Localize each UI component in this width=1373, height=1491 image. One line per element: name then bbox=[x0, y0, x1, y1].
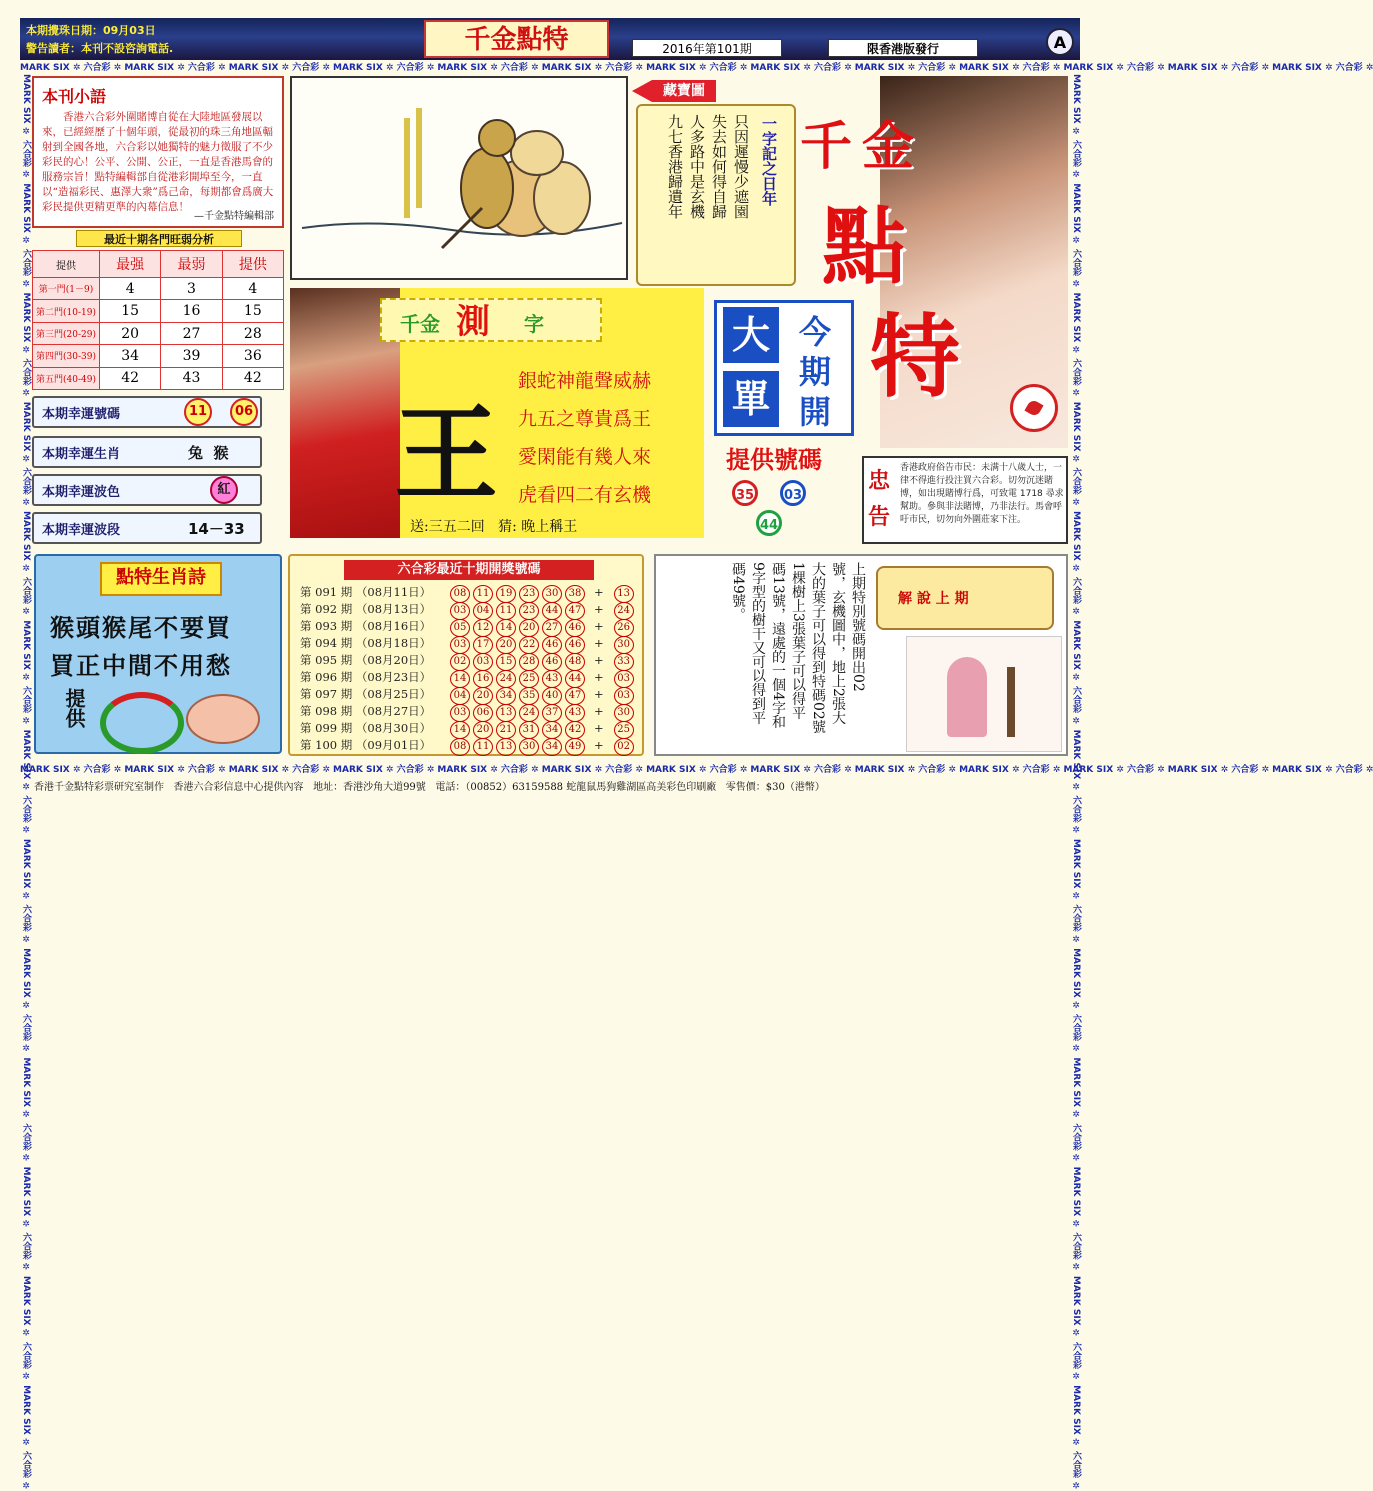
stats-row-label: 第三門(20-29) bbox=[33, 322, 100, 344]
draw-special-ball: 25 bbox=[614, 721, 634, 739]
draw-period: 第 095 期 （08月20日） bbox=[300, 653, 432, 667]
draw-period: 第 099 期 （08月30日） bbox=[300, 721, 432, 735]
treasure-scroll bbox=[636, 104, 796, 286]
stats-row-label: 第一門(1－9) bbox=[33, 278, 100, 300]
brand-char-3: 點 bbox=[822, 197, 907, 296]
warning-text: 香港政府俗告市民：未满十八歲人士，一律不得進行投注買六合彩。切勿沉迷賭博，如出現賭博行爲，可致電 1718 尋求幫助。參與非法賭博，乃非法行。馬會呼吁市民，切勿向外圍莊家下注。 bbox=[900, 463, 1064, 525]
draw-number-ball: 17 bbox=[473, 636, 493, 654]
scroll-col: 九七香港歸遺年 bbox=[666, 114, 684, 219]
draw-number-ball: 37 bbox=[542, 704, 562, 722]
explain-col: 上期特別號碼開出02 bbox=[850, 562, 866, 692]
draw-period: 第 092 期 （08月13日） bbox=[300, 602, 432, 616]
big-bill-block bbox=[714, 300, 854, 436]
draw-number-ball: 20 bbox=[473, 721, 493, 739]
provide-numbers-label: 提供號碼 bbox=[726, 445, 822, 474]
draw-plus-sign: + bbox=[594, 721, 604, 735]
lucky-range-value: 14－33 bbox=[188, 520, 245, 538]
draw-number-ball: 11 bbox=[496, 602, 516, 620]
draw-number-ball: 44 bbox=[565, 670, 585, 688]
draw-number-ball: 02 bbox=[450, 653, 470, 671]
big-bill-left-bottom: 單 bbox=[723, 371, 779, 427]
guess-title-mid: 測 bbox=[456, 302, 490, 342]
draw-number-ball: 34 bbox=[542, 738, 562, 756]
stats-cell: 27 bbox=[161, 322, 222, 344]
draw-number-ball: 24 bbox=[496, 670, 516, 688]
draw-number-ball: 11 bbox=[473, 738, 493, 756]
draw-plus-sign: + bbox=[594, 704, 604, 718]
draw-number-ball: 42 bbox=[565, 721, 585, 739]
draw-number-ball: 20 bbox=[473, 687, 493, 705]
editorial-signature: —千金點特編輯部 bbox=[194, 211, 274, 222]
draw-plus-sign: + bbox=[594, 687, 604, 701]
left-mark-six-strip: MARK SIX ✲ 六合彩 ✲ MARK SIX ✲ 六合彩 ✲ MARK SIX ✲ 六合彩 ✲ MARK SIX ✲ 六合彩 ✲ MARK SIX ✲ 六合彩 ✲ MARK SIX ✲ 六合彩 ✲ MARK SIX ✲ 六合彩 ✲ MARK SIX ✲ 六合彩 ✲ MARK SIX ✲ 六合彩 ✲ MARK SIX ✲ 六合彩 ✲ MARK SIX ✲ 六合彩 ✲ MARK SIX ✲ 六合彩 ✲ MARK SIX ✲ 六合彩 ✲ bbox=[21, 74, 31, 1491]
stats-cell: 28 bbox=[222, 322, 283, 344]
draw-plus-sign: + bbox=[594, 619, 604, 633]
treasure-arrow-icon bbox=[632, 80, 652, 102]
draw-number-ball: 06 bbox=[473, 704, 493, 722]
stats-table bbox=[32, 250, 284, 390]
draw-row bbox=[300, 737, 637, 756]
big-bill-right-3: 開 bbox=[799, 393, 832, 431]
pig-icon bbox=[186, 694, 260, 744]
draw-number-ball: 30 bbox=[519, 738, 539, 756]
draw-number-ball: 04 bbox=[473, 602, 493, 620]
draw-number-ball: 47 bbox=[565, 687, 585, 705]
draw-plus-sign: + bbox=[594, 670, 604, 684]
draw-number-ball: 20 bbox=[519, 619, 539, 637]
draw-number-ball: 49 bbox=[565, 738, 585, 756]
poem-title: 點特生肖詩 bbox=[100, 562, 222, 596]
stats-cell: 34 bbox=[100, 345, 161, 367]
lucky-color-ball: 紅 bbox=[210, 476, 238, 504]
zodiac-poem-box bbox=[34, 554, 282, 754]
big-bill-right-2: 期 bbox=[799, 353, 832, 391]
hk-edition-label: 限香港版發行 bbox=[828, 39, 978, 57]
lucky-numbers-label: 本期幸運號碼 bbox=[42, 407, 121, 422]
stats-cell: 42 bbox=[100, 367, 161, 389]
draw-number-ball: 14 bbox=[450, 721, 470, 739]
draw-plus-sign: + bbox=[594, 738, 604, 752]
draw-number-ball: 23 bbox=[519, 585, 539, 603]
lucky-zodiac-value: 兔 猴 bbox=[188, 444, 229, 462]
stats-row-label: 第二門(10-19) bbox=[33, 300, 100, 322]
draw-number-ball: 14 bbox=[496, 619, 516, 637]
guess-poem-line: 愛閑能有幾人來 bbox=[518, 446, 652, 468]
draw-number-ball: 22 bbox=[519, 636, 539, 654]
editorial-box bbox=[32, 76, 284, 228]
stats-row-label: 第四門(30-39) bbox=[33, 345, 100, 367]
draw-special-ball: 24 bbox=[614, 602, 634, 620]
lucky-color-label: 本期幸運波色 bbox=[42, 485, 121, 500]
guess-poem-line: 銀蛇神龍聲威赫 bbox=[518, 370, 652, 392]
draw-number-ball: 43 bbox=[542, 670, 562, 688]
warning-notice: 警告讀者：本刊不設咨詢電話. bbox=[26, 42, 174, 55]
stats-cell: 20 bbox=[100, 322, 161, 344]
draw-number-ball: 13 bbox=[496, 738, 516, 756]
draw-special-ball: 33 bbox=[614, 653, 634, 671]
bottom-mark-six-strip: MARK SIX ✲ 六合彩 ✲ MARK SIX ✲ 六合彩 ✲ MARK SIX ✲ 六合彩 ✲ MARK SIX ✲ 六合彩 ✲ MARK SIX ✲ 六合彩 ✲ MARK SIX ✲ 六合彩 ✲ MARK SIX ✲ 六合彩 ✲ MARK SIX ✲ 六合彩 ✲ MARK SIX ✲ 六合彩 ✲ MARK SIX ✲ 六合彩 ✲ MARK SIX ✲ 六合彩 ✲ MARK SIX ✲ 六合彩 ✲ MARK SIX ✲ 六合彩 ✲ bbox=[20, 765, 1373, 775]
brand-char-2: 金 bbox=[862, 116, 915, 177]
draw-number-ball: 16 bbox=[473, 670, 493, 688]
stats-cell: 39 bbox=[161, 345, 222, 367]
draw-date-notice: 本期攪珠日期：09月03日 bbox=[26, 24, 156, 37]
draw-number-ball: 46 bbox=[565, 619, 585, 637]
explain-scroll-image bbox=[876, 566, 1054, 630]
explain-col: 碼13號，遠處的一個4字和 bbox=[770, 562, 786, 729]
draw-plus-sign: + bbox=[594, 653, 604, 667]
lucky-number-ball: 11 bbox=[184, 398, 212, 426]
guess-poem-line: 九五之尊貴爲王 bbox=[518, 408, 652, 430]
lucky-zodiac-row bbox=[32, 436, 262, 468]
warning-label-1: 忠 bbox=[868, 468, 891, 494]
lucky-numbers-row bbox=[32, 396, 262, 428]
provide-ball-blue: 03 bbox=[780, 480, 806, 506]
warning-label-2: 告 bbox=[868, 504, 891, 530]
stats-cell: 16 bbox=[161, 300, 222, 322]
draw-results-title: 六合彩最近十期開獎號碼 bbox=[344, 560, 594, 580]
draw-number-ball: 05 bbox=[450, 619, 470, 637]
draw-number-ball: 03 bbox=[450, 602, 470, 620]
provide-ball-red: 35 bbox=[732, 480, 758, 506]
stats-col-strong: 最强 bbox=[100, 251, 161, 278]
big-bill-left-top: 大 bbox=[723, 307, 779, 363]
draw-period: 第 093 期 （08月16日） bbox=[300, 619, 432, 633]
top-mark-six-strip: MARK SIX ✲ 六合彩 ✲ MARK SIX ✲ 六合彩 ✲ MARK SIX ✲ 六合彩 ✲ MARK SIX ✲ 六合彩 ✲ MARK SIX ✲ 六合彩 ✲ MARK SIX ✲ 六合彩 ✲ MARK SIX ✲ 六合彩 ✲ MARK SIX ✲ 六合彩 ✲ MARK SIX ✲ 六合彩 ✲ MARK SIX ✲ 六合彩 ✲ MARK SIX ✲ 六合彩 ✲ MARK SIX ✲ 六合彩 ✲ MARK SIX ✲ 六合彩 ✲ bbox=[20, 63, 1373, 73]
draw-number-ball: 38 bbox=[565, 585, 585, 603]
draw-number-ball: 35 bbox=[519, 687, 539, 705]
explain-col: 大的葉子可以得到特碼02號 bbox=[810, 562, 826, 734]
brand-char-1: 千 bbox=[800, 116, 853, 177]
draw-number-ball: 46 bbox=[542, 653, 562, 671]
draw-special-ball: 30 bbox=[614, 704, 634, 722]
stats-cell: 3 bbox=[161, 278, 222, 300]
stats-title: 最近十期各門旺弱分析 bbox=[76, 230, 242, 247]
draw-number-ball: 21 bbox=[496, 721, 516, 739]
masthead-title: 千金點特 bbox=[424, 20, 609, 58]
footer-credits: 香港千金點特彩票研究室制作 香港六合彩信息中心提供內容 地址：香港沙角大道99號 電話：（00852）63159588 蛇龍鼠馬狗雞湖區高美彩色印刷廠 零售價：$30（港幣） bbox=[34, 782, 825, 793]
draw-number-ball: 25 bbox=[519, 670, 539, 688]
stats-col-weak: 最弱 bbox=[161, 251, 222, 278]
guess-poem-line: 虎看四二有玄機 bbox=[518, 484, 652, 506]
lucky-zodiac-label: 本期幸運生肖 bbox=[42, 447, 121, 462]
draw-number-ball: 08 bbox=[450, 738, 470, 756]
draw-number-ball: 34 bbox=[496, 687, 516, 705]
draw-number-ball: 46 bbox=[542, 636, 562, 654]
stats-corner-mid: 供 bbox=[66, 260, 76, 272]
draw-number-ball: 46 bbox=[565, 636, 585, 654]
explain-col: 號，玄機圖中，地上2張大 bbox=[830, 562, 846, 725]
draw-special-ball: 02 bbox=[614, 738, 634, 756]
scroll-col: 失去如何得自歸 bbox=[710, 114, 728, 219]
stats-cell: 4 bbox=[222, 278, 283, 300]
draw-special-ball: 03 bbox=[614, 687, 634, 705]
draw-period: 第 097 期 （08月25日） bbox=[300, 687, 432, 701]
draw-period: 第 094 期 （08月18日） bbox=[300, 636, 432, 650]
draw-plus-sign: + bbox=[594, 602, 604, 616]
poem-provide-label: 提供 bbox=[62, 688, 86, 728]
stats-cell: 4 bbox=[100, 278, 161, 300]
scroll-title: 一字記之日年 bbox=[760, 116, 778, 206]
explain-scroll-label: 解 說 上 期 bbox=[898, 591, 969, 607]
lucky-number-ball: 06 bbox=[230, 398, 258, 426]
poem-line-1: 猴頭猴尾不要買 bbox=[50, 613, 232, 642]
guess-footer: 送:三五二回 猜: 晚上稱王 bbox=[410, 519, 578, 535]
draw-period: 第 096 期 （08月23日） bbox=[300, 670, 432, 684]
lucky-range-label: 本期幸運波段 bbox=[42, 523, 121, 538]
draw-plus-sign: + bbox=[594, 585, 604, 599]
lucky-color-row bbox=[32, 474, 262, 506]
guess-title-right: 字 bbox=[524, 312, 544, 336]
lucky-range-row bbox=[32, 512, 262, 544]
draw-number-ball: 28 bbox=[519, 653, 539, 671]
draw-number-ball: 20 bbox=[496, 636, 516, 654]
draw-number-ball: 08 bbox=[450, 585, 470, 603]
editorial-body: 香港六合彩外圍賭博自從在大陸地區發展以來，已經經歷了十個年頭，從最初的珠三角地區輻射到全國各地，六合彩以她獨特的魅力徵服了不少彩民的心！公平、公開、公正，一直是香港馬會的服務宗旨！點特編輯部自從港彩開埠至今，一直以“造福彩民、惠澤大衆”爲己命，每期都會爲廣大彩民提供更精更準的內幕信息！ bbox=[42, 111, 274, 213]
draw-number-ball: 15 bbox=[496, 653, 516, 671]
draw-special-ball: 30 bbox=[614, 636, 634, 654]
draw-period: 第 091 期 （08月11日） bbox=[300, 585, 432, 599]
monkey-sketch-image bbox=[292, 78, 626, 278]
explain-col: 1棵樹上3張葉子可以得平 bbox=[790, 562, 806, 720]
provide-ball-green: 44 bbox=[756, 510, 782, 536]
draw-number-ball: 03 bbox=[450, 704, 470, 722]
draw-number-ball: 11 bbox=[473, 585, 493, 603]
treasure-map-illustration bbox=[290, 76, 628, 280]
draw-number-ball: 03 bbox=[473, 653, 493, 671]
snake-icon bbox=[100, 692, 184, 754]
guess-title-left: 千金 bbox=[400, 312, 440, 336]
draw-number-ball: 04 bbox=[450, 687, 470, 705]
draw-number-ball: 34 bbox=[542, 721, 562, 739]
draw-number-ball: 13 bbox=[496, 704, 516, 722]
guess-char-panel bbox=[290, 288, 704, 538]
draw-number-ball: 03 bbox=[450, 636, 470, 654]
warning-box bbox=[862, 456, 1068, 544]
draw-special-ball: 03 bbox=[614, 670, 634, 688]
draw-number-ball: 44 bbox=[542, 602, 562, 620]
stats-row-label: 第五門(40-49) bbox=[33, 367, 100, 389]
editorial-title: 本刊小語 bbox=[42, 87, 107, 106]
draw-number-ball: 24 bbox=[519, 704, 539, 722]
scroll-col: 只因遲慢少遮園 bbox=[732, 114, 750, 219]
draw-number-ball: 19 bbox=[496, 585, 516, 603]
explain-illustration bbox=[906, 636, 1062, 752]
draw-period: 第 100 期 （09月01日） bbox=[300, 738, 432, 752]
stats-corner-top: 提 bbox=[56, 260, 66, 272]
explain-col: 碼49號。 bbox=[730, 562, 746, 622]
draw-number-ball: 43 bbox=[565, 704, 585, 722]
stats-cell: 15 bbox=[100, 300, 161, 322]
treasure-tag: 藏寶圖 bbox=[652, 80, 716, 102]
stats-cell: 36 bbox=[222, 345, 283, 367]
big-bill-right-1: 今 bbox=[799, 313, 832, 351]
draw-number-ball: 27 bbox=[542, 619, 562, 637]
stats-corner-cell bbox=[33, 251, 100, 278]
stats-col-provide: 提供 bbox=[222, 251, 283, 278]
corner-letter-badge: A bbox=[1046, 28, 1074, 56]
guess-big-char: 王 bbox=[394, 392, 499, 515]
draw-number-ball: 40 bbox=[542, 687, 562, 705]
draw-number-ball: 23 bbox=[519, 602, 539, 620]
draw-number-ball: 48 bbox=[565, 653, 585, 671]
brand-char-4: 特 bbox=[870, 304, 960, 410]
draw-number-ball: 47 bbox=[565, 602, 585, 620]
draw-number-ball: 12 bbox=[473, 619, 493, 637]
draw-special-ball: 13 bbox=[614, 585, 634, 603]
draw-plus-sign: + bbox=[594, 636, 604, 650]
draw-period: 第 098 期 （08月27日） bbox=[300, 704, 432, 718]
stats-cell: 15 bbox=[222, 300, 283, 322]
explain-col: 9字型的樹干又可以得到平 bbox=[750, 562, 766, 725]
issue-label: 2016年第101期 bbox=[632, 39, 782, 57]
hk-emblem-icon bbox=[1010, 384, 1058, 432]
stats-cell: 43 bbox=[161, 367, 222, 389]
draw-number-ball: 31 bbox=[519, 721, 539, 739]
draw-number-ball: 14 bbox=[450, 670, 470, 688]
poem-line-2: 買正中間不用愁 bbox=[50, 651, 232, 680]
scroll-col: 人多路中是玄機 bbox=[688, 114, 706, 219]
stats-cell: 42 bbox=[222, 367, 283, 389]
draw-special-ball: 26 bbox=[614, 619, 634, 637]
draw-number-ball: 30 bbox=[542, 585, 562, 603]
right-mark-six-strip: MARK SIX ✲ 六合彩 ✲ MARK SIX ✲ 六合彩 ✲ MARK SIX ✲ 六合彩 ✲ MARK SIX ✲ 六合彩 ✲ MARK SIX ✲ 六合彩 ✲ MARK SIX ✲ 六合彩 ✲ MARK SIX ✲ 六合彩 ✲ MARK SIX ✲ 六合彩 ✲ MARK SIX ✲ 六合彩 ✲ MARK SIX ✲ 六合彩 ✲ MARK SIX ✲ 六合彩 ✲ MARK SIX ✲ 六合彩 ✲ MARK SIX ✲ 六合彩 ✲ bbox=[1071, 74, 1081, 1491]
